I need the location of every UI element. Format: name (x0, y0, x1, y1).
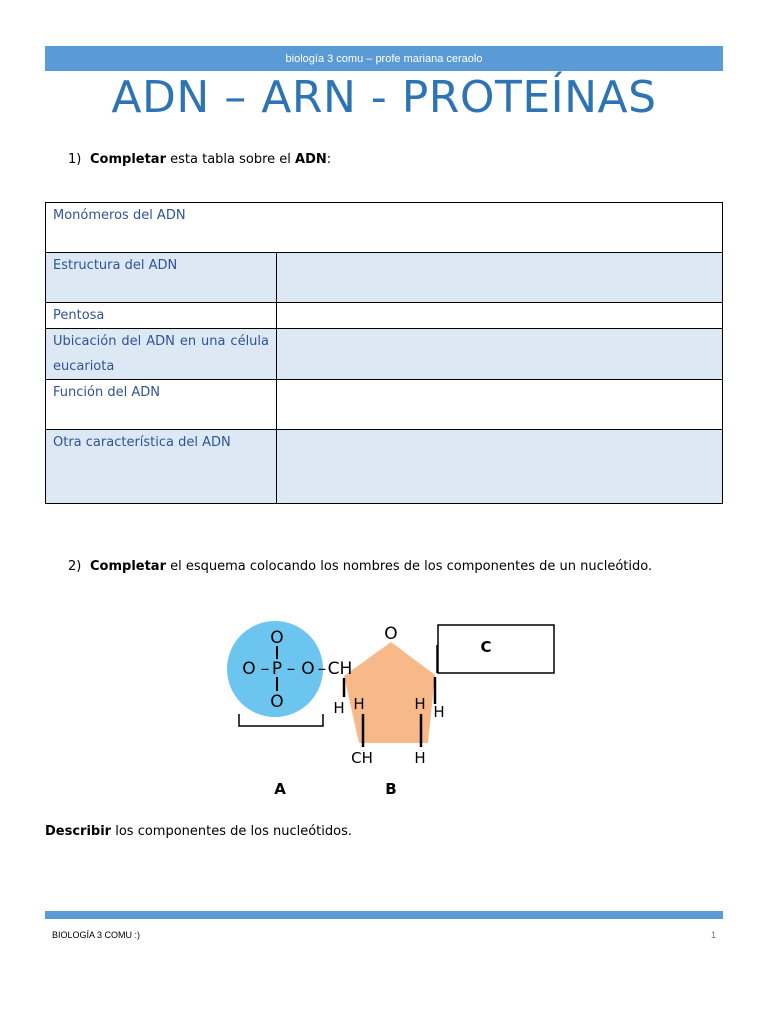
table-cell-answer[interactable] (277, 329, 723, 380)
label-b: B (385, 780, 397, 798)
describe-text: los componentes de los nucleótidos. (111, 824, 353, 839)
atom-h-3: H (414, 695, 426, 713)
table-cell-answer[interactable] (277, 303, 723, 329)
table-cell-label: Función del ADN (46, 380, 277, 430)
atom-ch-bottom: CH (351, 749, 373, 767)
table-row (46, 430, 723, 504)
atom-h-bottom: H (414, 749, 426, 767)
table-cell-label: Monómeros del ADN (46, 203, 723, 253)
table-row (46, 203, 723, 253)
adn-table (45, 202, 723, 504)
atom-h-4: H (433, 703, 445, 721)
question-2-number: 2) (68, 559, 82, 574)
header-text: biología 3 comu – profe mariana ceraolo (285, 53, 483, 65)
atom-ch-top: CH (327, 659, 353, 679)
question-1-bold-adn: ADN (295, 152, 327, 167)
atom-o-right: O (301, 659, 315, 679)
table-cell-label: Pentosa (46, 303, 277, 329)
question-1-number: 1) (68, 152, 82, 167)
atom-o-bottom: O (270, 692, 284, 712)
box-c[interactable] (438, 625, 554, 673)
table-cell-answer[interactable] (277, 380, 723, 430)
question-1-text: esta tabla sobre el (166, 152, 296, 167)
dash-1: – (260, 659, 270, 679)
atom-o-left: O (242, 659, 256, 679)
nucleotide-diagram (220, 615, 560, 805)
describe-instruction (45, 823, 352, 841)
table-cell-answer[interactable] (277, 430, 723, 504)
atom-h-2: H (353, 695, 365, 713)
header-bar (45, 46, 723, 71)
question-1-bold: Completar (90, 152, 166, 167)
atom-o-top: O (270, 628, 284, 648)
page-number: 1 (710, 930, 716, 940)
dash-2: – (286, 659, 296, 679)
table-row (46, 380, 723, 430)
question-1 (68, 151, 331, 169)
footer-bar (45, 911, 723, 919)
question-2-text: el esquema colocando los nombres de los componentes de un nucleótido. (166, 559, 653, 574)
dash-3: – (317, 659, 327, 679)
footer-text: BIOLOGÍA 3 COMU :) (52, 930, 141, 940)
table-cell-answer[interactable] (277, 253, 723, 303)
label-a: A (274, 780, 286, 798)
table-row (46, 253, 723, 303)
question-1-end: : (326, 152, 332, 167)
page-title: ADN – ARN - PROTEÍNAS (111, 72, 657, 123)
table-cell-label: Ubicación del ADN en una célula eucariota (46, 329, 277, 380)
table-row (46, 303, 723, 329)
question-2-bold: Completar (90, 559, 166, 574)
atom-p: P (271, 659, 283, 679)
atom-h-1: H (333, 699, 345, 717)
question-2 (68, 558, 652, 576)
label-c: C (480, 638, 492, 656)
table-cell-label: Estructura del ADN (46, 253, 277, 303)
ring-oxygen: O (384, 624, 398, 644)
describe-bold: Describir (45, 824, 112, 839)
table-row (46, 329, 723, 380)
table-cell-label: Otra característica del ADN (46, 430, 277, 504)
